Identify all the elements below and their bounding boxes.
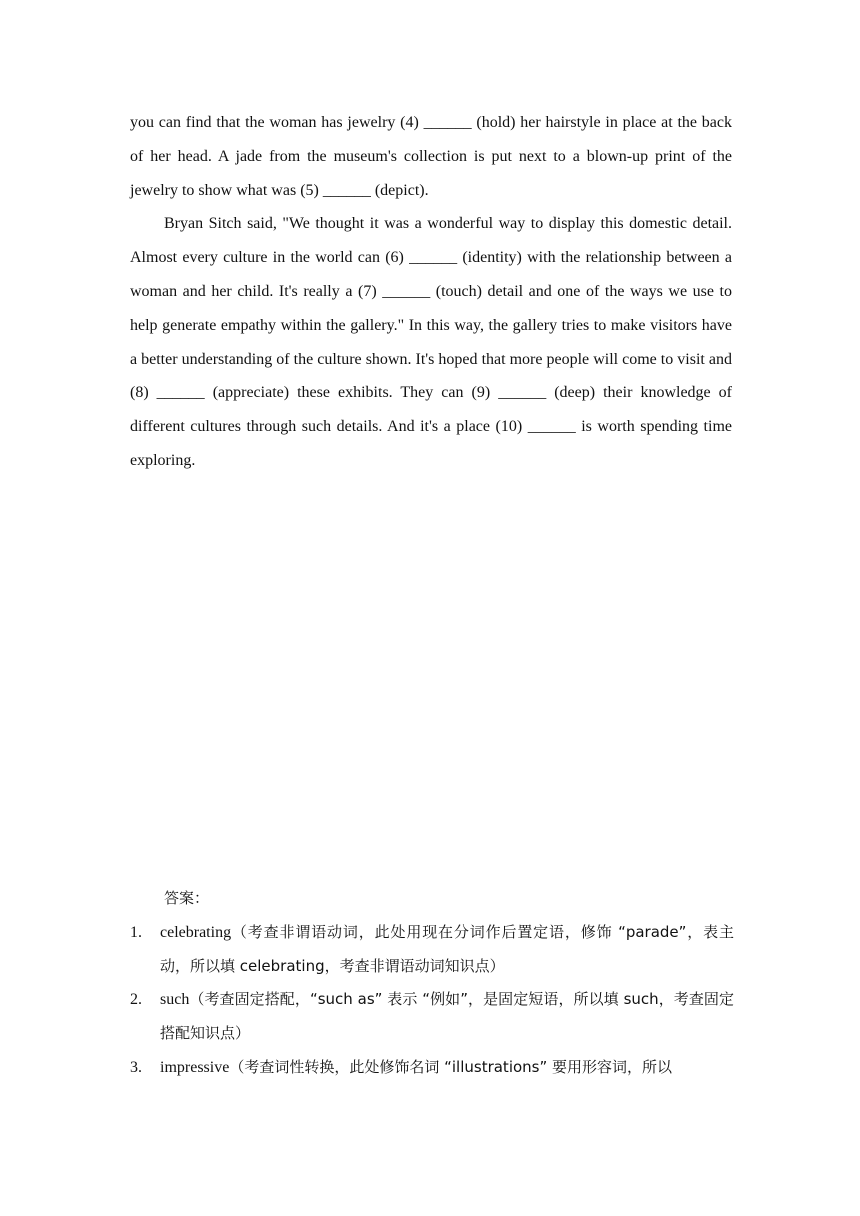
answer-explanation: （考查固定搭配，“such as” 表示 “例如”，是固定短语，所以填 such，考查固定搭配知识点）	[160, 990, 734, 1043]
passage-paragraph-1: you can find that the woman has jewelry (4) ______ (hold) her hairstyle in place at the back of her head. A jade from the museum's collection is put next to a blown-up print of the jewelry to show what was (5) ______ (depict).	[130, 114, 732, 199]
answer-word: impressive	[160, 1058, 230, 1076]
answer-item-3	[130, 1051, 734, 1085]
answer-number: 2.	[130, 991, 142, 1009]
answer-word: celebrating	[160, 923, 232, 941]
passage-text	[130, 106, 732, 478]
answer-number: 1.	[130, 923, 142, 941]
answer-content	[160, 916, 734, 984]
answer-section	[130, 882, 734, 1085]
answer-heading: 答案：	[164, 889, 210, 907]
answer-explanation: （考查词性转换，此处修饰名词 “illustrations” 要用形容词，所以	[229, 1057, 673, 1076]
answer-item-1	[130, 916, 734, 984]
answer-explanation: （考查非谓语动词，此处用现在分词作后置定语，修饰 “parade”，表主动，所以填 celebrating，考查非谓语动词知识点）	[160, 922, 734, 975]
answer-number: 3.	[130, 1058, 142, 1076]
answer-content	[160, 983, 734, 1051]
answer-item-2	[130, 983, 734, 1051]
passage-paragraph-2: Bryan Sitch said, "We thought it was a wonderful way to display this domestic detail. Almost every culture in the world can (6) ______ (identity) with the relationship between a woman and her child. It's really a (7) ______ (touch) detail and one of the ways we use to help generate empathy within the gallery." In this way, the gallery tries to make visitors have a better understanding of the culture shown. It's hoped that more people will come to visit and (8) ______ (appreciate) these exhibits. They can (9) ______ (deep) their knowledge of different cultures through such details. And it's a place (10) ______ is worth spending time exploring.	[130, 215, 732, 469]
answer-list	[130, 916, 734, 1085]
answer-content	[160, 1051, 734, 1085]
answer-word: such	[160, 991, 190, 1009]
